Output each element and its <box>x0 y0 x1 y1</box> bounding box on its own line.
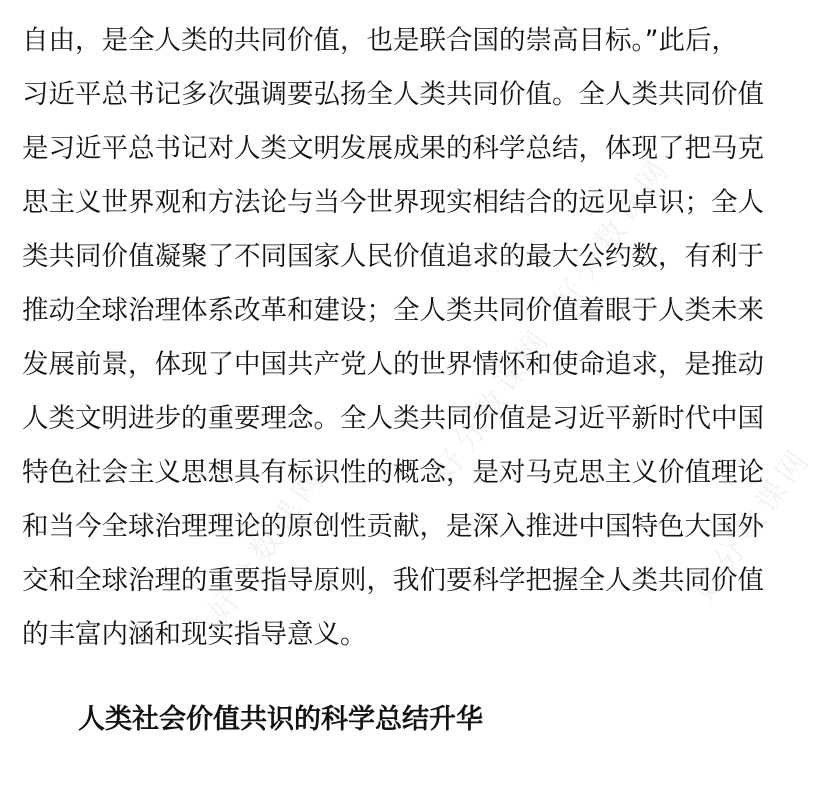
text-line: 的丰富内涵和现实指导意义。 <box>22 619 367 650</box>
text-line: 和当今全球治理理论的原创性贡献，是深入推进中国特色大国外 <box>22 511 764 542</box>
watermark: 好分数课网 <box>686 440 819 608</box>
text-line: 发展前景，体现了中国共产党人的世界情怀和使命追求，是推动 <box>22 349 764 380</box>
text-line: 思主义世界观和方法论与当今世界现实相结合的远见卓识；全人 <box>22 187 764 218</box>
text-line: 是习近平总书记对人类文明发展成果的科学总结，体现了把马克 <box>22 133 764 164</box>
text-line: 自由，是全人类的共同价值，也是联合国的崇高目标。”此后， <box>22 25 738 56</box>
text-line: 交和全球治理的重要指导原则，我们要科学把握全人类共同价值 <box>22 565 764 596</box>
text-line: 人类文明进步的重要理念。全人类共同价值是习近平新时代中国 <box>22 403 764 434</box>
section-heading: 人类社会价值共识的科学总结升华 <box>78 704 483 735</box>
watermark: 好分数课网 <box>426 320 559 488</box>
text-line: 习近平总书记多次强调要弘扬全人类共同价值。全人类共同价值 <box>22 79 764 110</box>
watermark: 好分数课网 <box>201 460 334 628</box>
text-line: 推动全球治理体系改革和建设；全人类共同价值着眼于人类未来 <box>22 295 764 326</box>
text-line: 类共同价值凝聚了不同国家人民价值追求的最大公约数，有利于 <box>22 241 764 272</box>
body-paragraph <box>22 14 776 662</box>
text-line: 特色社会主义思想具有标识性的概念，是对马克思主义价值理论 <box>22 457 764 488</box>
watermark: 好分数课网 <box>546 150 679 318</box>
